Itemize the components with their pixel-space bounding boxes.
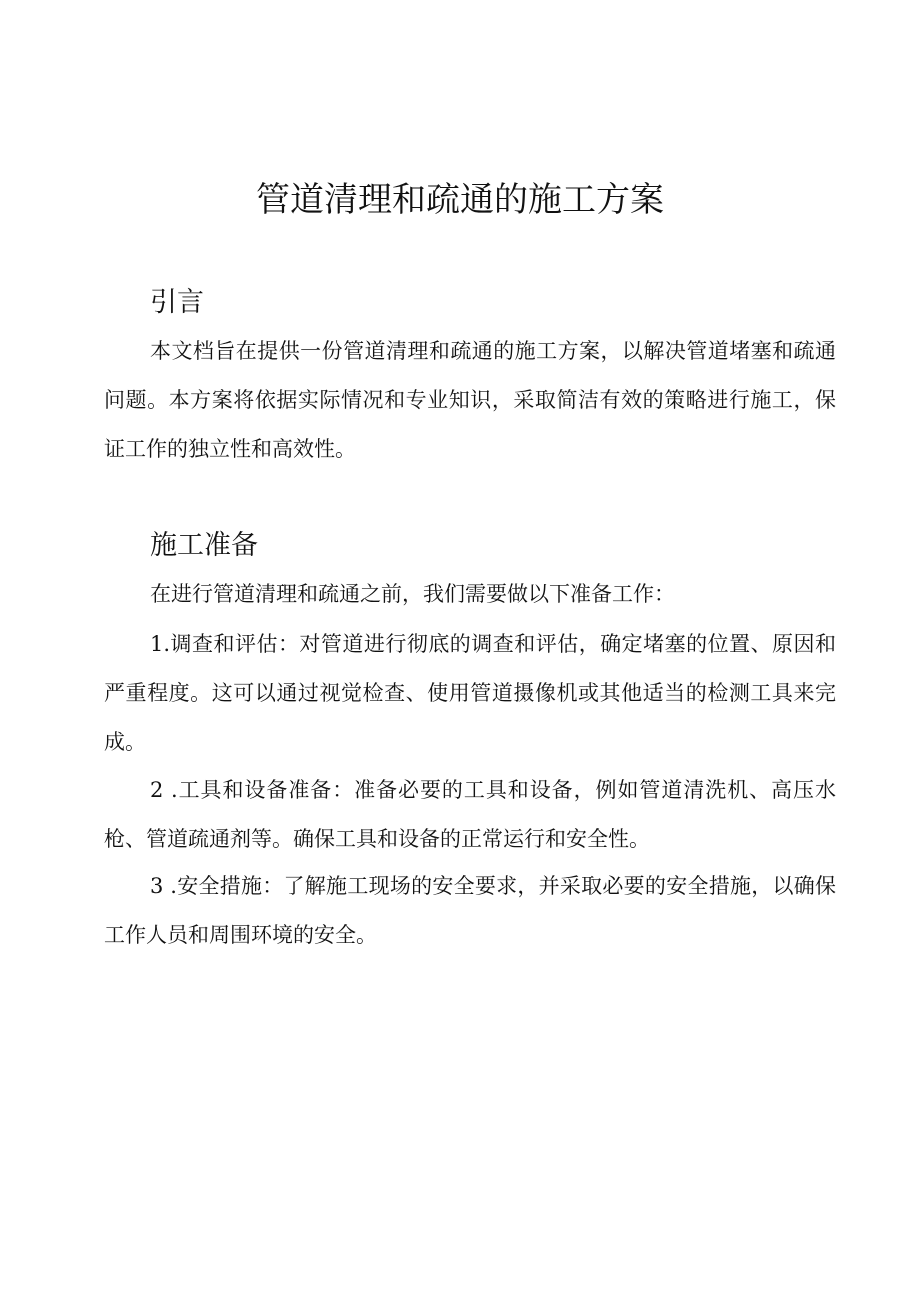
item-number: 3 . [150, 874, 177, 898]
item-number: 2 . [150, 778, 178, 802]
preparation-item-2 [104, 766, 836, 864]
document-title: 管道清理和疏通的施工方案 [256, 180, 664, 220]
item-number: 1. [150, 632, 171, 656]
preparation-intro-paragraph: 在进行管道清理和疏通之前，我们需要做以下准备工作： [150, 582, 675, 606]
section-heading-introduction: 引言 [150, 287, 204, 318]
preparation-item-1 [104, 620, 836, 767]
item-text: 安全措施：了解施工现场的安全要求，并采取必要的安全措施，以确保工作人员和周围环境的安全。 [104, 874, 837, 947]
item-text: 调查和评估：对管道进行彻底的调查和评估，确定堵塞的位置、原因和严重程度。这可以通过视觉检查、使用管道摄像机或其他适当的检测工具来完成。 [104, 632, 836, 754]
section-heading-preparation: 施工准备 [150, 530, 258, 561]
introduction-paragraph: 本文档旨在提供一份管道清理和疏通的施工方案，以解决管道堵塞和疏通问题。本方案将依据实际情况和专业知识，采取简洁有效的策略进行施工，保证工作的独立性和高效性。 [104, 339, 836, 461]
item-text: 工具和设备准备：准备必要的工具和设备，例如管道清洗机、高压水枪、管道疏通剂等。确保工具和设备的正常运行和安全性。 [104, 778, 836, 851]
preparation-item-3 [104, 862, 836, 960]
